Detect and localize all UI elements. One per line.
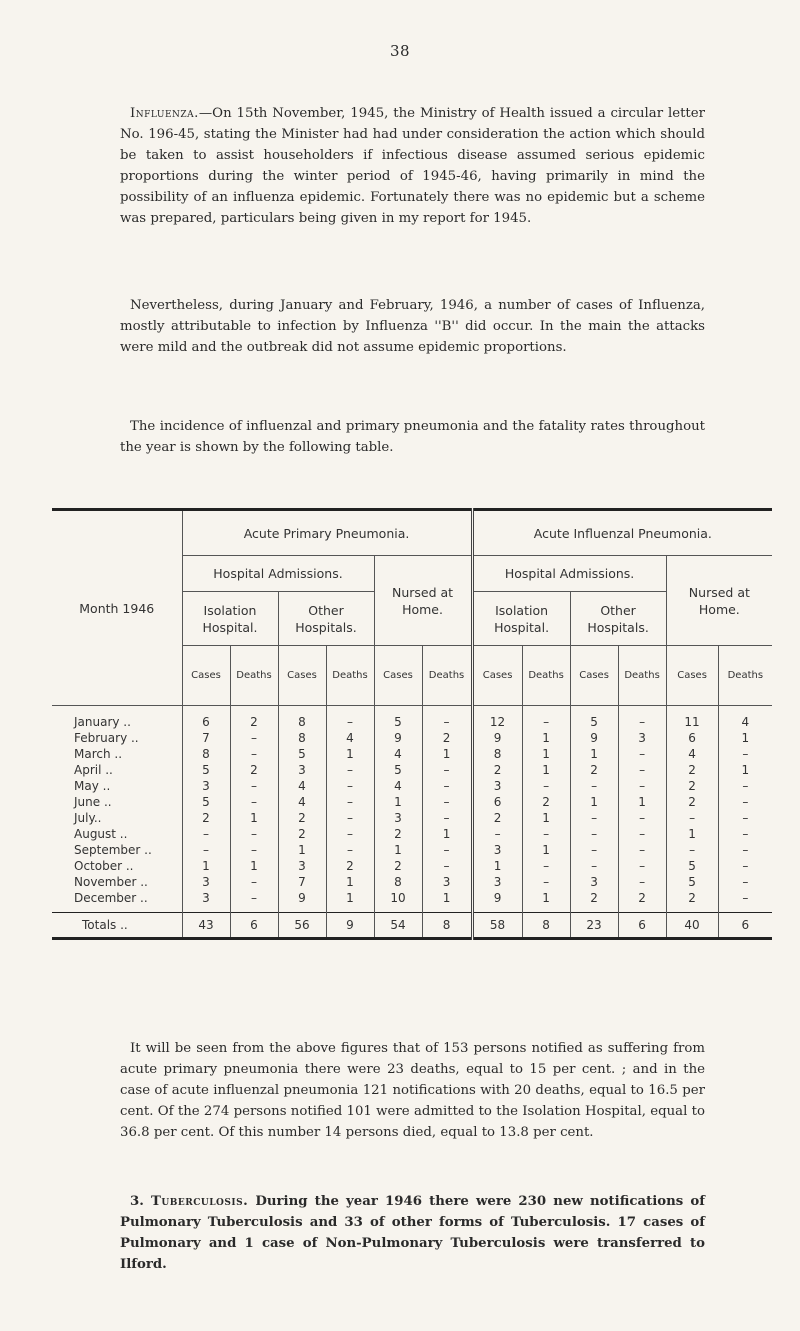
primary-hospital-admissions-header: Hospital Admissions. <box>182 556 374 592</box>
table-cell: 2 <box>666 762 718 778</box>
table-cell: 1 <box>570 794 618 810</box>
influenza-paragraph <box>120 103 705 229</box>
month-header: Month 1946 <box>52 510 182 706</box>
table-cell: 2 <box>666 890 718 913</box>
table-cell: 6 <box>230 913 278 939</box>
table-cell: 1 <box>522 810 570 826</box>
table-cell: 1 <box>278 842 326 858</box>
table-cell: 4 <box>374 746 422 762</box>
pneumonia-table-wrapper <box>52 508 772 940</box>
table-cell: 1 <box>522 890 570 913</box>
table-cell: 1 <box>472 858 522 874</box>
table-row <box>52 746 772 762</box>
table-cell: 4 <box>374 778 422 794</box>
deaths-header: Deaths <box>326 646 374 706</box>
table-row <box>52 858 772 874</box>
table-cell: 1 <box>570 746 618 762</box>
table-row <box>52 706 772 731</box>
table-cell: – <box>618 762 666 778</box>
table-cell: 2 <box>472 810 522 826</box>
table-cell: – <box>618 826 666 842</box>
month-cell: March .. <box>74 747 123 761</box>
table-cell: 1 <box>522 842 570 858</box>
table-row <box>52 730 772 746</box>
table-cell: – <box>718 746 772 762</box>
table-cell: 40 <box>666 913 718 939</box>
nevertheless-paragraph: Nevertheless, during January and February, 1946, a number of cases of Influenza, mostly attributable to infection by Influenza ''B'' did occur. In the main the attacks were mild and the outbreak did not assume epidemic proportions. <box>120 298 705 355</box>
table-cell: 7 <box>182 730 230 746</box>
table-cell: 2 <box>570 762 618 778</box>
cases-header: Cases <box>666 646 718 706</box>
table-cell: 4 <box>718 706 772 731</box>
summary-paragraph: It will be seen from the above figures that of 153 persons notified as suffering from acute primary pneumonia there were 23 deaths, equal to 15 per cent. ; and in the case of acute influenzal pneumonia 121 notifications with 20 deaths, equal to 16.5 per cent. Of the 274 persons notified 101 were admitted to the Isolation Hospital, equal to 36.8 per cent. Of this number 14 persons died, equal to 13.8 per cent. <box>120 1041 705 1140</box>
table-cell: – <box>618 858 666 874</box>
table-cell: – <box>718 842 772 858</box>
totals-label: Totals .. <box>52 913 182 939</box>
table-cell: – <box>570 842 618 858</box>
table-cell: 2 <box>570 890 618 913</box>
table-cell: – <box>522 874 570 890</box>
table-cell: 8 <box>278 730 326 746</box>
table-cell: – <box>230 746 278 762</box>
table-cell: 1 <box>718 730 772 746</box>
table-cell: 8 <box>522 913 570 939</box>
table-cell: 5 <box>182 794 230 810</box>
month-cell: January .. <box>74 715 131 729</box>
table-cell: 8 <box>472 746 522 762</box>
table-cell: – <box>718 874 772 890</box>
table-cell: 2 <box>278 826 326 842</box>
table-cell: – <box>422 858 472 874</box>
table-cell: – <box>570 810 618 826</box>
table-cell: – <box>522 706 570 731</box>
table-cell: 9 <box>278 890 326 913</box>
table-cell: 5 <box>374 706 422 731</box>
table-cell: 5 <box>374 762 422 778</box>
table-row <box>52 778 772 794</box>
table-cell: – <box>326 826 374 842</box>
table-cell: – <box>570 778 618 794</box>
influenzal-isolation-hospital-header: Isolation Hospital. <box>472 592 570 646</box>
table-cell: – <box>522 778 570 794</box>
table-cell: 6 <box>666 730 718 746</box>
table-cell: 2 <box>522 794 570 810</box>
month-cell: February .. <box>74 731 139 745</box>
table-cell: 4 <box>326 730 374 746</box>
table-cell: – <box>718 858 772 874</box>
cases-header: Cases <box>570 646 618 706</box>
table-cell: – <box>618 706 666 731</box>
table-cell: 1 <box>374 842 422 858</box>
table-row <box>52 762 772 778</box>
table-cell: – <box>422 842 472 858</box>
table-cell: – <box>618 810 666 826</box>
table-cell: 3 <box>570 874 618 890</box>
cases-header: Cases <box>374 646 422 706</box>
table-cell: 9 <box>326 913 374 939</box>
table-cell: – <box>618 842 666 858</box>
table-cell: 1 <box>522 762 570 778</box>
table-cell: 1 <box>422 746 472 762</box>
table-cell: 7 <box>278 874 326 890</box>
table-cell: 1 <box>618 794 666 810</box>
table-cell: 4 <box>666 746 718 762</box>
table-cell: 3 <box>182 874 230 890</box>
table-row <box>52 810 772 826</box>
table-cell: 5 <box>666 858 718 874</box>
table-cell: 43 <box>182 913 230 939</box>
month-cell: August .. <box>74 827 128 841</box>
table-cell: – <box>522 826 570 842</box>
table-cell: – <box>326 810 374 826</box>
table-cell: 8 <box>278 706 326 731</box>
influenzal-other-hospitals-header: Other Hospitals. <box>570 592 666 646</box>
table-cell: – <box>230 778 278 794</box>
page-number: 38 <box>389 42 411 60</box>
table-cell: – <box>718 794 772 810</box>
totals-row <box>52 913 772 939</box>
tuberculosis-paragraph <box>120 1191 705 1275</box>
table-cell: – <box>182 826 230 842</box>
table-cell: 4 <box>278 778 326 794</box>
table-cell: 1 <box>374 794 422 810</box>
table-cell: 1 <box>230 858 278 874</box>
table-cell: 1 <box>522 730 570 746</box>
table-cell: 9 <box>570 730 618 746</box>
month-cell: July.. <box>74 811 102 825</box>
table-cell: – <box>422 762 472 778</box>
month-cell: October .. <box>74 859 134 873</box>
table-cell: 2 <box>278 810 326 826</box>
table-cell: – <box>666 842 718 858</box>
table-cell: – <box>326 706 374 731</box>
table-cell: 2 <box>374 826 422 842</box>
table-cell: – <box>230 826 278 842</box>
table-cell: – <box>326 842 374 858</box>
primary-other-hospitals-header: Other Hospitals. <box>278 592 374 646</box>
table-cell: 58 <box>472 913 522 939</box>
table-row <box>52 842 772 858</box>
primary-pneumonia-header: Acute Primary Pneumonia. <box>182 510 472 556</box>
table-cell: 9 <box>374 730 422 746</box>
table-row <box>52 874 772 890</box>
month-cell: September .. <box>74 843 152 857</box>
table-cell: 54 <box>374 913 422 939</box>
table-cell: 1 <box>326 874 374 890</box>
table-cell: 1 <box>182 858 230 874</box>
month-cell: November .. <box>74 875 148 889</box>
table-cell: – <box>666 810 718 826</box>
influenzal-nursed-at-home-header: Nursed at Home. <box>666 556 772 646</box>
table-cell: 2 <box>666 794 718 810</box>
cases-header: Cases <box>182 646 230 706</box>
table-cell: 11 <box>666 706 718 731</box>
table-cell: 9 <box>472 890 522 913</box>
table-cell: 8 <box>182 746 230 762</box>
table-cell: – <box>422 794 472 810</box>
month-cell: June .. <box>74 795 112 809</box>
table-cell: 3 <box>472 778 522 794</box>
table-cell: 10 <box>374 890 422 913</box>
table-row <box>52 890 772 913</box>
table-cell: 1 <box>422 890 472 913</box>
table-cell: 6 <box>182 706 230 731</box>
table-cell: – <box>472 826 522 842</box>
table-cell: 2 <box>374 858 422 874</box>
table-cell: – <box>718 778 772 794</box>
deaths-header: Deaths <box>422 646 472 706</box>
primary-nursed-at-home-header: Nursed at Home. <box>374 556 472 646</box>
table-cell: – <box>718 890 772 913</box>
table-cell: – <box>618 874 666 890</box>
table-cell: 8 <box>422 913 472 939</box>
table-body <box>52 706 772 913</box>
pneumonia-table <box>52 508 772 940</box>
primary-isolation-hospital-header: Isolation Hospital. <box>182 592 278 646</box>
table-cell: 1 <box>326 746 374 762</box>
table-cell: – <box>718 826 772 842</box>
cases-header: Cases <box>472 646 522 706</box>
table-cell: 2 <box>666 778 718 794</box>
table-cell: 2 <box>230 706 278 731</box>
table-cell: 3 <box>618 730 666 746</box>
table-cell: 2 <box>618 890 666 913</box>
table-cell: – <box>230 890 278 913</box>
table-cell: 9 <box>472 730 522 746</box>
table-cell: 5 <box>570 706 618 731</box>
table-cell: – <box>230 794 278 810</box>
table-cell: 5 <box>666 874 718 890</box>
table-cell: – <box>570 858 618 874</box>
table-cell: 3 <box>182 778 230 794</box>
table-cell: 2 <box>472 762 522 778</box>
table-cell: – <box>422 778 472 794</box>
table-cell: 3 <box>472 842 522 858</box>
table-cell: 4 <box>278 794 326 810</box>
month-cell: May .. <box>74 779 111 793</box>
table-cell: – <box>326 762 374 778</box>
influenzal-pneumonia-header: Acute Influenzal Pneumonia. <box>472 510 772 556</box>
table-cell: – <box>618 746 666 762</box>
influenza-text: —On 15th November, 1945, the Ministry of Health issued a circular letter No. 196-45, stating the Minister had had under consideration the action which should be taken to assist householders if infectious disease assumed serious epidemic proportions during the winter period of 1945-46, having primarily in mind the possibility of an influenza epidemic. Fortunately there was no epidemic but a scheme was prepared, particulars being given in my report for 1945. <box>120 106 705 226</box>
table-cell: 1 <box>666 826 718 842</box>
deaths-header: Deaths <box>230 646 278 706</box>
table-cell: – <box>522 858 570 874</box>
table-cell: 6 <box>472 794 522 810</box>
table-cell: – <box>230 874 278 890</box>
influenza-heading: Influenza. <box>130 106 199 121</box>
table-cell: 3 <box>278 762 326 778</box>
table-cell: 8 <box>374 874 422 890</box>
deaths-header: Deaths <box>522 646 570 706</box>
tuberculosis-heading: Tuberculosis. <box>151 1194 249 1209</box>
table-cell: 3 <box>278 858 326 874</box>
table-row <box>52 794 772 810</box>
table-cell: 23 <box>570 913 618 939</box>
deaths-header: Deaths <box>618 646 666 706</box>
table-cell: 56 <box>278 913 326 939</box>
table-cell: 2 <box>182 810 230 826</box>
table-cell: – <box>230 842 278 858</box>
table-cell: 12 <box>472 706 522 731</box>
table-cell: – <box>230 730 278 746</box>
table-cell: – <box>326 794 374 810</box>
table-row <box>52 826 772 842</box>
tuberculosis-number: 3. <box>130 1194 144 1209</box>
table-cell: – <box>326 778 374 794</box>
month-cell: April .. <box>74 763 113 777</box>
table-cell: 1 <box>230 810 278 826</box>
table-cell: 1 <box>718 762 772 778</box>
table-cell: 6 <box>718 913 772 939</box>
deaths-header: Deaths <box>718 646 772 706</box>
table-cell: – <box>422 810 472 826</box>
table-cell: 3 <box>422 874 472 890</box>
incidence-paragraph: The incidence of influenzal and primary pneumonia and the fatality rates throughout the year is shown by the following table. <box>120 419 705 455</box>
influenzal-hospital-admissions-header: Hospital Admissions. <box>472 556 666 592</box>
table-cell: – <box>182 842 230 858</box>
table-cell: 6 <box>618 913 666 939</box>
table-cell: 1 <box>522 746 570 762</box>
table-cell: 2 <box>230 762 278 778</box>
table-cell: – <box>718 810 772 826</box>
table-cell: – <box>422 706 472 731</box>
table-cell: 2 <box>422 730 472 746</box>
table-cell: 2 <box>326 858 374 874</box>
table-cell: 1 <box>326 890 374 913</box>
table-cell: 3 <box>374 810 422 826</box>
table-cell: 3 <box>472 874 522 890</box>
month-cell: December .. <box>74 891 148 905</box>
table-cell: 5 <box>182 762 230 778</box>
table-cell: – <box>618 778 666 794</box>
table-cell: 3 <box>182 890 230 913</box>
table-cell: 1 <box>422 826 472 842</box>
tuberculosis-text: During the year 1946 there were 230 new notifications of Pulmonary Tuberculosis and 33 of other forms of Tuberculosis. 17 cases of Pulmonary and 1 case of Non-Pulmonary Tuberculosis were transferred to Ilford. <box>120 1194 705 1272</box>
table-cell: 5 <box>278 746 326 762</box>
cases-header: Cases <box>278 646 326 706</box>
table-cell: – <box>570 826 618 842</box>
